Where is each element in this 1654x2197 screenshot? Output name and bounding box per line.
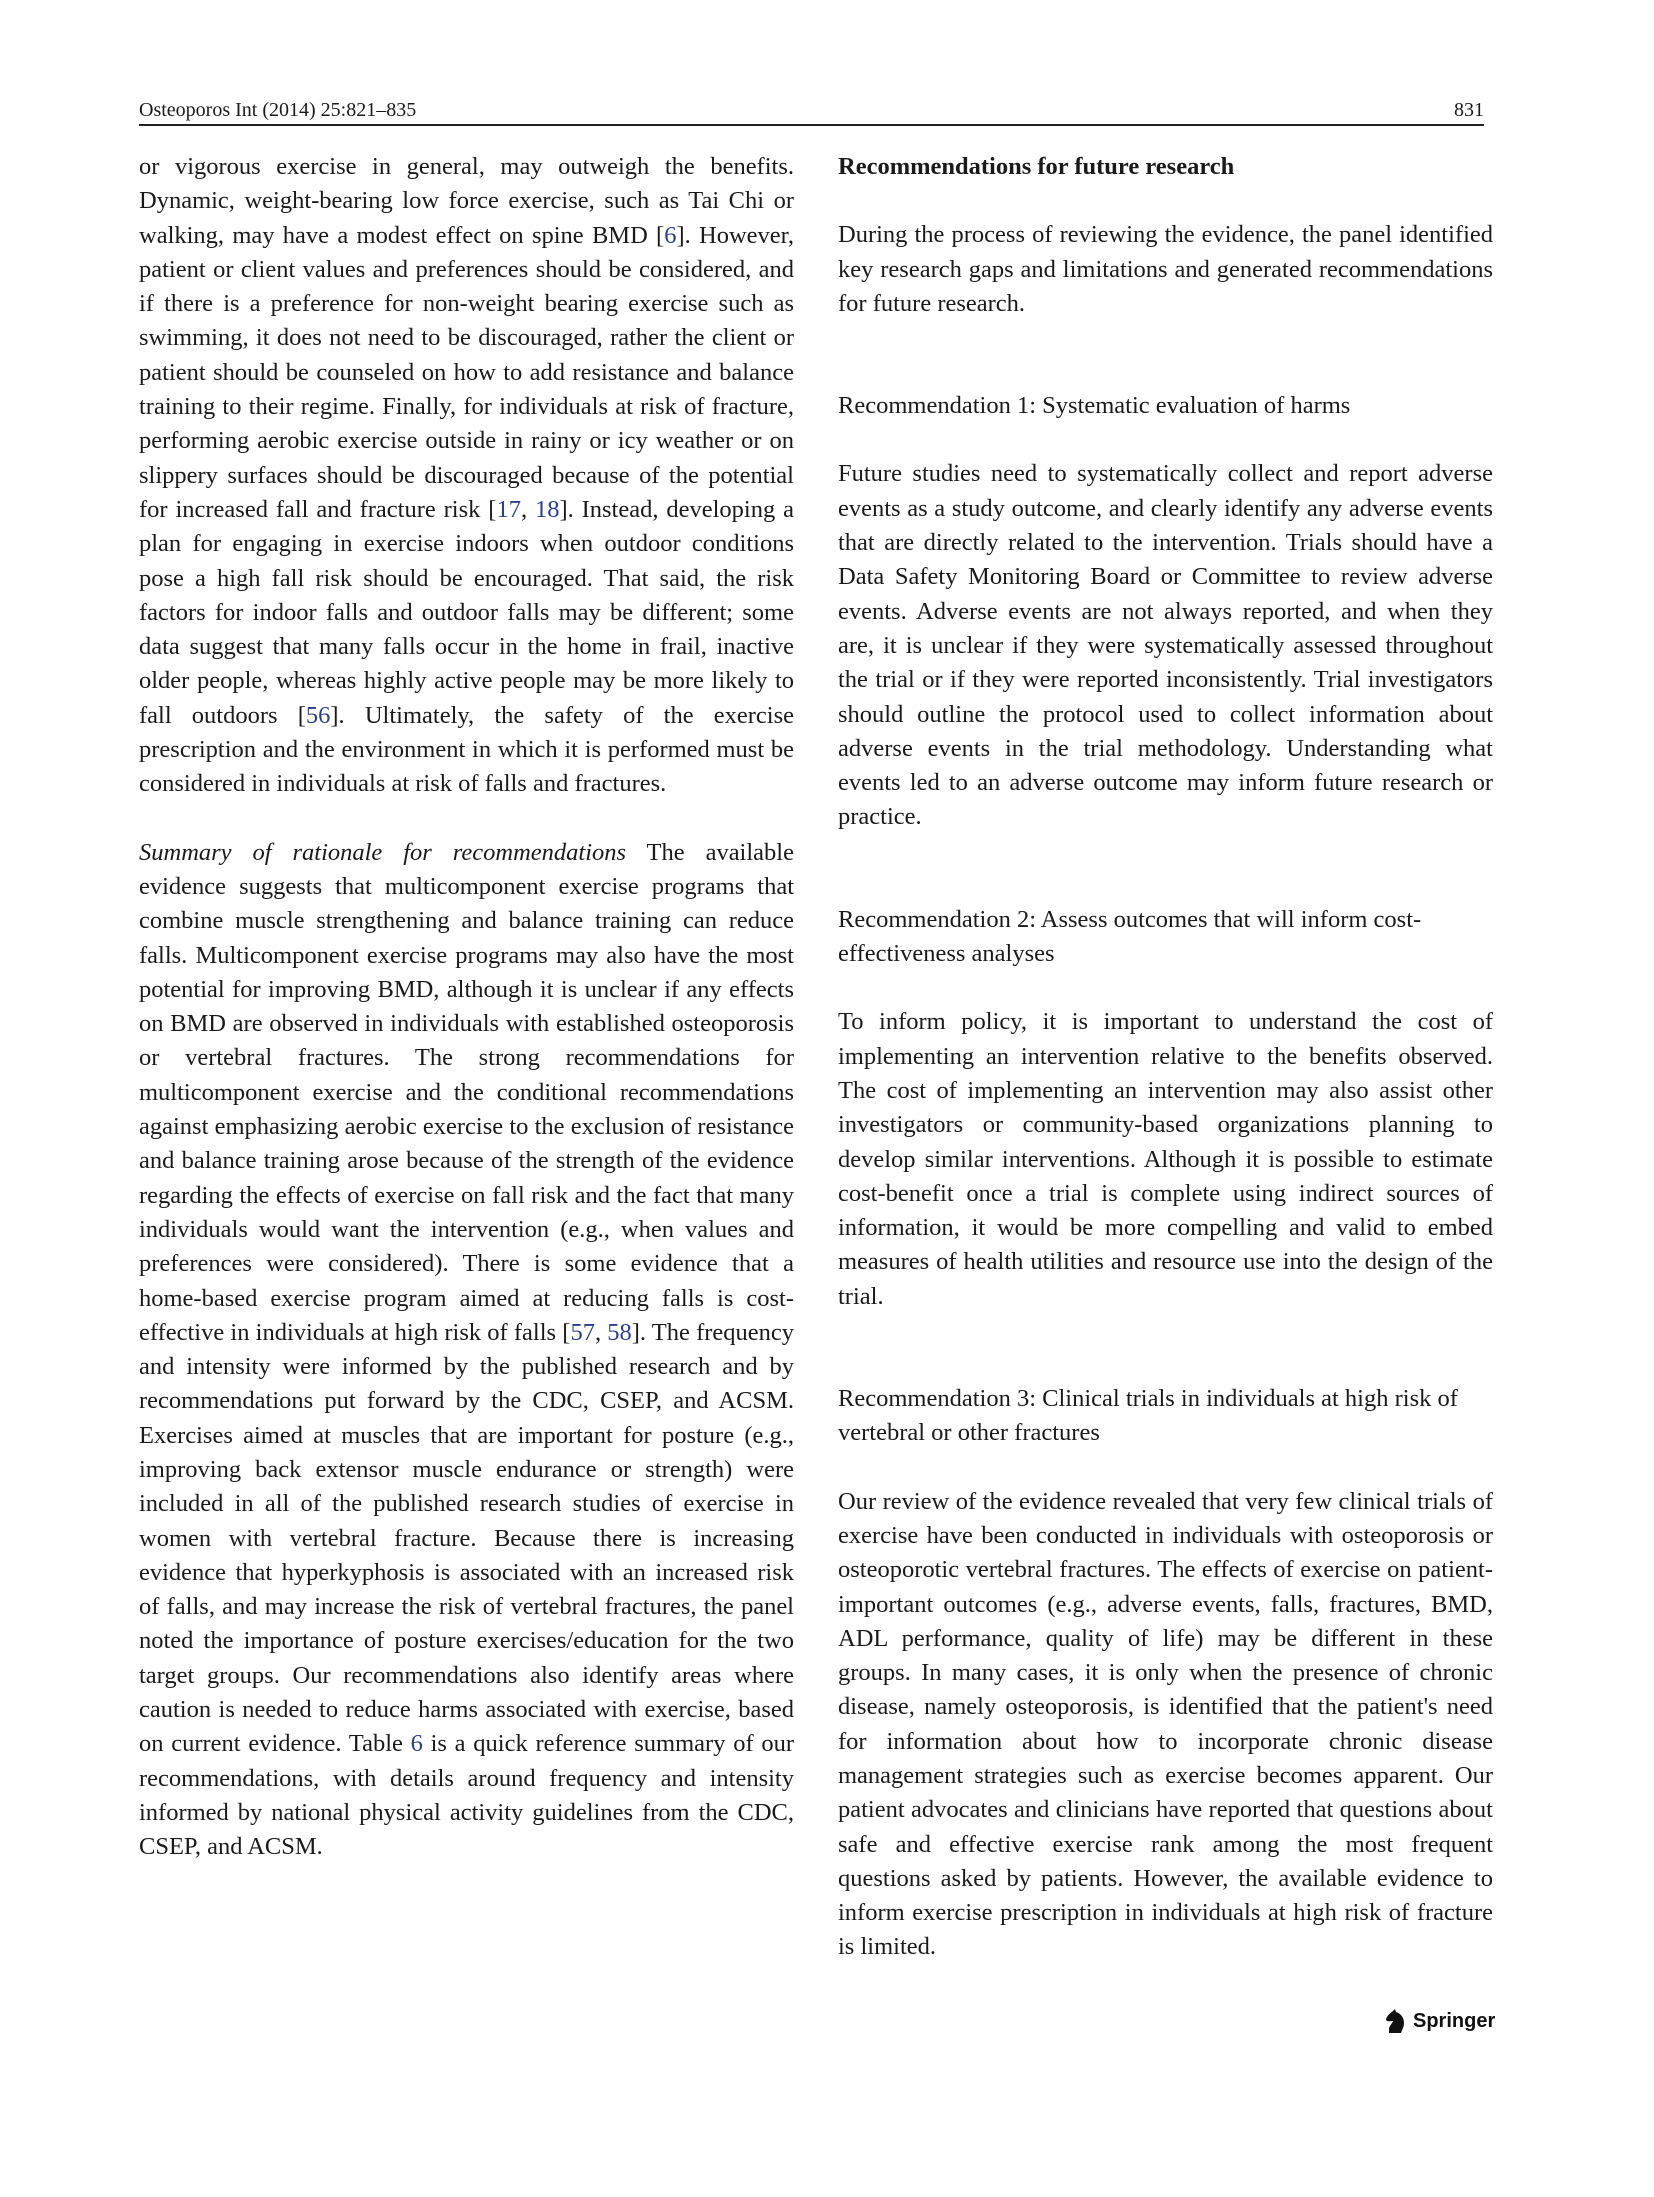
citation-link[interactable]: 17 xyxy=(496,495,521,523)
citation-link[interactable]: 58 xyxy=(607,1318,632,1346)
springer-knight-icon xyxy=(1383,2008,1407,2034)
left-column xyxy=(139,150,794,1865)
section-intro: During the process of reviewing the evidence, the panel identified key research gaps and limitations and generated recommendations for future research. xyxy=(838,221,1493,317)
header-rule xyxy=(139,124,1484,126)
recommendation-1-body: Future studies need to systematically collect and report adverse events as a study outcome, and clearly identify any adverse events that are directly related to the intervention. Trials should have a Data Safety Monitoring Board or Committee to review adverse events. Adverse events are not always reported, and when they are, it is unclear if they were systematically assessed throughout the trial or if they were reported inconsistently. Trial investigators should outline the protocol used to collect information about adverse events in the trial methodology. Understanding what events led to an adverse outcome may inform future research or practice. xyxy=(838,460,1493,831)
recommendation-3-body: Our review of the evidence revealed that very few clinical trials of exercise have been conducted in individuals with osteoporosis or osteoporotic vertebral fractures. The effects of exercise on patient-important outcomes (e.g., adverse events, falls, fractures, BMD, ADL performance, quality of life) may be different in these groups. In many cases, it is only when the presence of chronic disease, namely osteoporosis, is identified that the patient's need for information about how to incorporate chronic disease management strategies such as exercise becomes apparent. Our patient advocates and clinicians have reported that questions about safe and effective exercise rank among the most frequent questions asked by patients. However, the available evidence to inform exercise prescription in individuals at high risk of fracture is limited. xyxy=(838,1487,1493,1961)
paragraph-gap xyxy=(838,1314,1493,1382)
running-head xyxy=(139,88,1484,122)
paragraph-lead-in: Summary of rationale for recommendations xyxy=(139,838,627,866)
page-number: 831 xyxy=(1454,99,1484,121)
paragraph-gap xyxy=(838,184,1493,218)
paragraph-gap xyxy=(838,423,1493,457)
section-heading: Recommendations for future research xyxy=(838,153,1235,180)
recommendation-3-heading: Recommendation 3: Clinical trials in individuals at high risk of vertebral or other fractures xyxy=(838,1385,1458,1447)
paragraph-gap xyxy=(838,971,1493,1005)
recommendation-2-heading: Recommendation 2: Assess outcomes that will inform cost-effectiveness analyses xyxy=(838,905,1422,968)
recommendation-2-body: To inform policy, it is important to understand the cost of implementing an intervention relative to the benefits observed. The cost of implementing an intervention may also assist other investigators or community-based organizations planning to develop similar interventions. Although it is possible to estimate cost-benefit once a trial is complete using indirect sources of information, it would be more compelling and valid to embed measures of health utilities and resource use into the design of the trial. xyxy=(838,1008,1493,1310)
paragraph-exercise-safety: or vigorous exercise in general, may outweigh the benefits. Dynamic, weight-bearing low force exercise, such as Tai Chi or walking, may have a modest effect on spine BMD [6]. However, patient or client values and preferences should be considered, and if there is a preference for non-weight bearing exercise such as swimming, it does not need to be discouraged, rather the client or patient should be counseled on how to add resistance and balance training to their regime. Finally, for individuals at risk of fracture, performing aerobic exercise outside in rainy or icy weather or on slippery surfaces should be discouraged because of the potential for increased fall and fracture risk [17, 18]. Instead, developing a plan for engaging in exercise indoors when outdoor conditions pose a high fall risk should be encouraged. That said, the risk factors for indoor falls and outdoor falls may be different; some data suggest that many falls occur in the home in frail, inactive older people, whereas highly active people may be more likely to fall outdoors [56]. Ultimately, the safety of the exercise prescription and the environment in which it is performed must be considered in individuals at risk of falls and fractures. xyxy=(139,153,794,798)
paragraph-gap xyxy=(139,802,794,836)
paragraph-summary-rationale: Summary of rationale for recommendations The available evidence suggests that multicomponent exercise programs that combine muscle strengthening and balance training can reduce falls. Multicomponent exercise programs may also have the most potential for improving BMD, although it is unclear if any effects on BMD are observed in individuals with established osteoporosis or vertebral fractures. The strong recommendations for multicomponent exercise and the conditional recommendations against emphasizing aerobic exercise to the exclusion of resistance and balance training arose because of the strength of the evidence regarding the effects of exercise on fall risk and the fact that many individuals would want the intervention (e.g., when values and preferences were considered). There is some evidence that a home-based exercise program aimed at reducing falls is cost-effective in individuals at high risk of falls [57, 58]. The frequency and intensity were informed by the published research and by recommendations put forward by the CDC, CSEP, and ACSM. Exercises aimed at muscles that are important for posture (e.g., improving back extensor muscle endurance or strength) were included in all of the published research studies of exercise in women with vertebral fracture. Because there is increasing evidence that hyperkyphosis is associated with an increased risk of falls, and may increase the risk of vertebral fractures, the panel noted the importance of posture exercises/education for the two target groups. Our recommendations also identify areas where caution is needed to reduce harms associated with exercise, based on current evidence. Table 6 is a quick reference summary of our recommendations, with details around frequency and intensity informed by national physical activity guidelines from the CDC, CSEP, and ACSM. xyxy=(139,838,795,1861)
citation-link[interactable]: 57 xyxy=(570,1318,595,1346)
citation-link[interactable]: 56 xyxy=(305,701,331,729)
paragraph-gap xyxy=(838,321,1493,389)
recommendation-1-heading: Recommendation 1: Systematic evaluation of harms xyxy=(838,392,1351,420)
paragraph-gap xyxy=(838,835,1493,903)
publisher-logo xyxy=(1383,2008,1495,2034)
right-column xyxy=(838,150,1493,1965)
paragraph-gap xyxy=(838,1451,1493,1485)
journal-citation: Osteoporos Int (2014) 25:821–835 xyxy=(139,99,417,121)
citation-link[interactable]: 6 xyxy=(664,221,677,249)
table-link[interactable]: 6 xyxy=(410,1730,423,1758)
citation-link[interactable]: 18 xyxy=(534,495,560,523)
publisher-name: Springer xyxy=(1413,2009,1496,2032)
